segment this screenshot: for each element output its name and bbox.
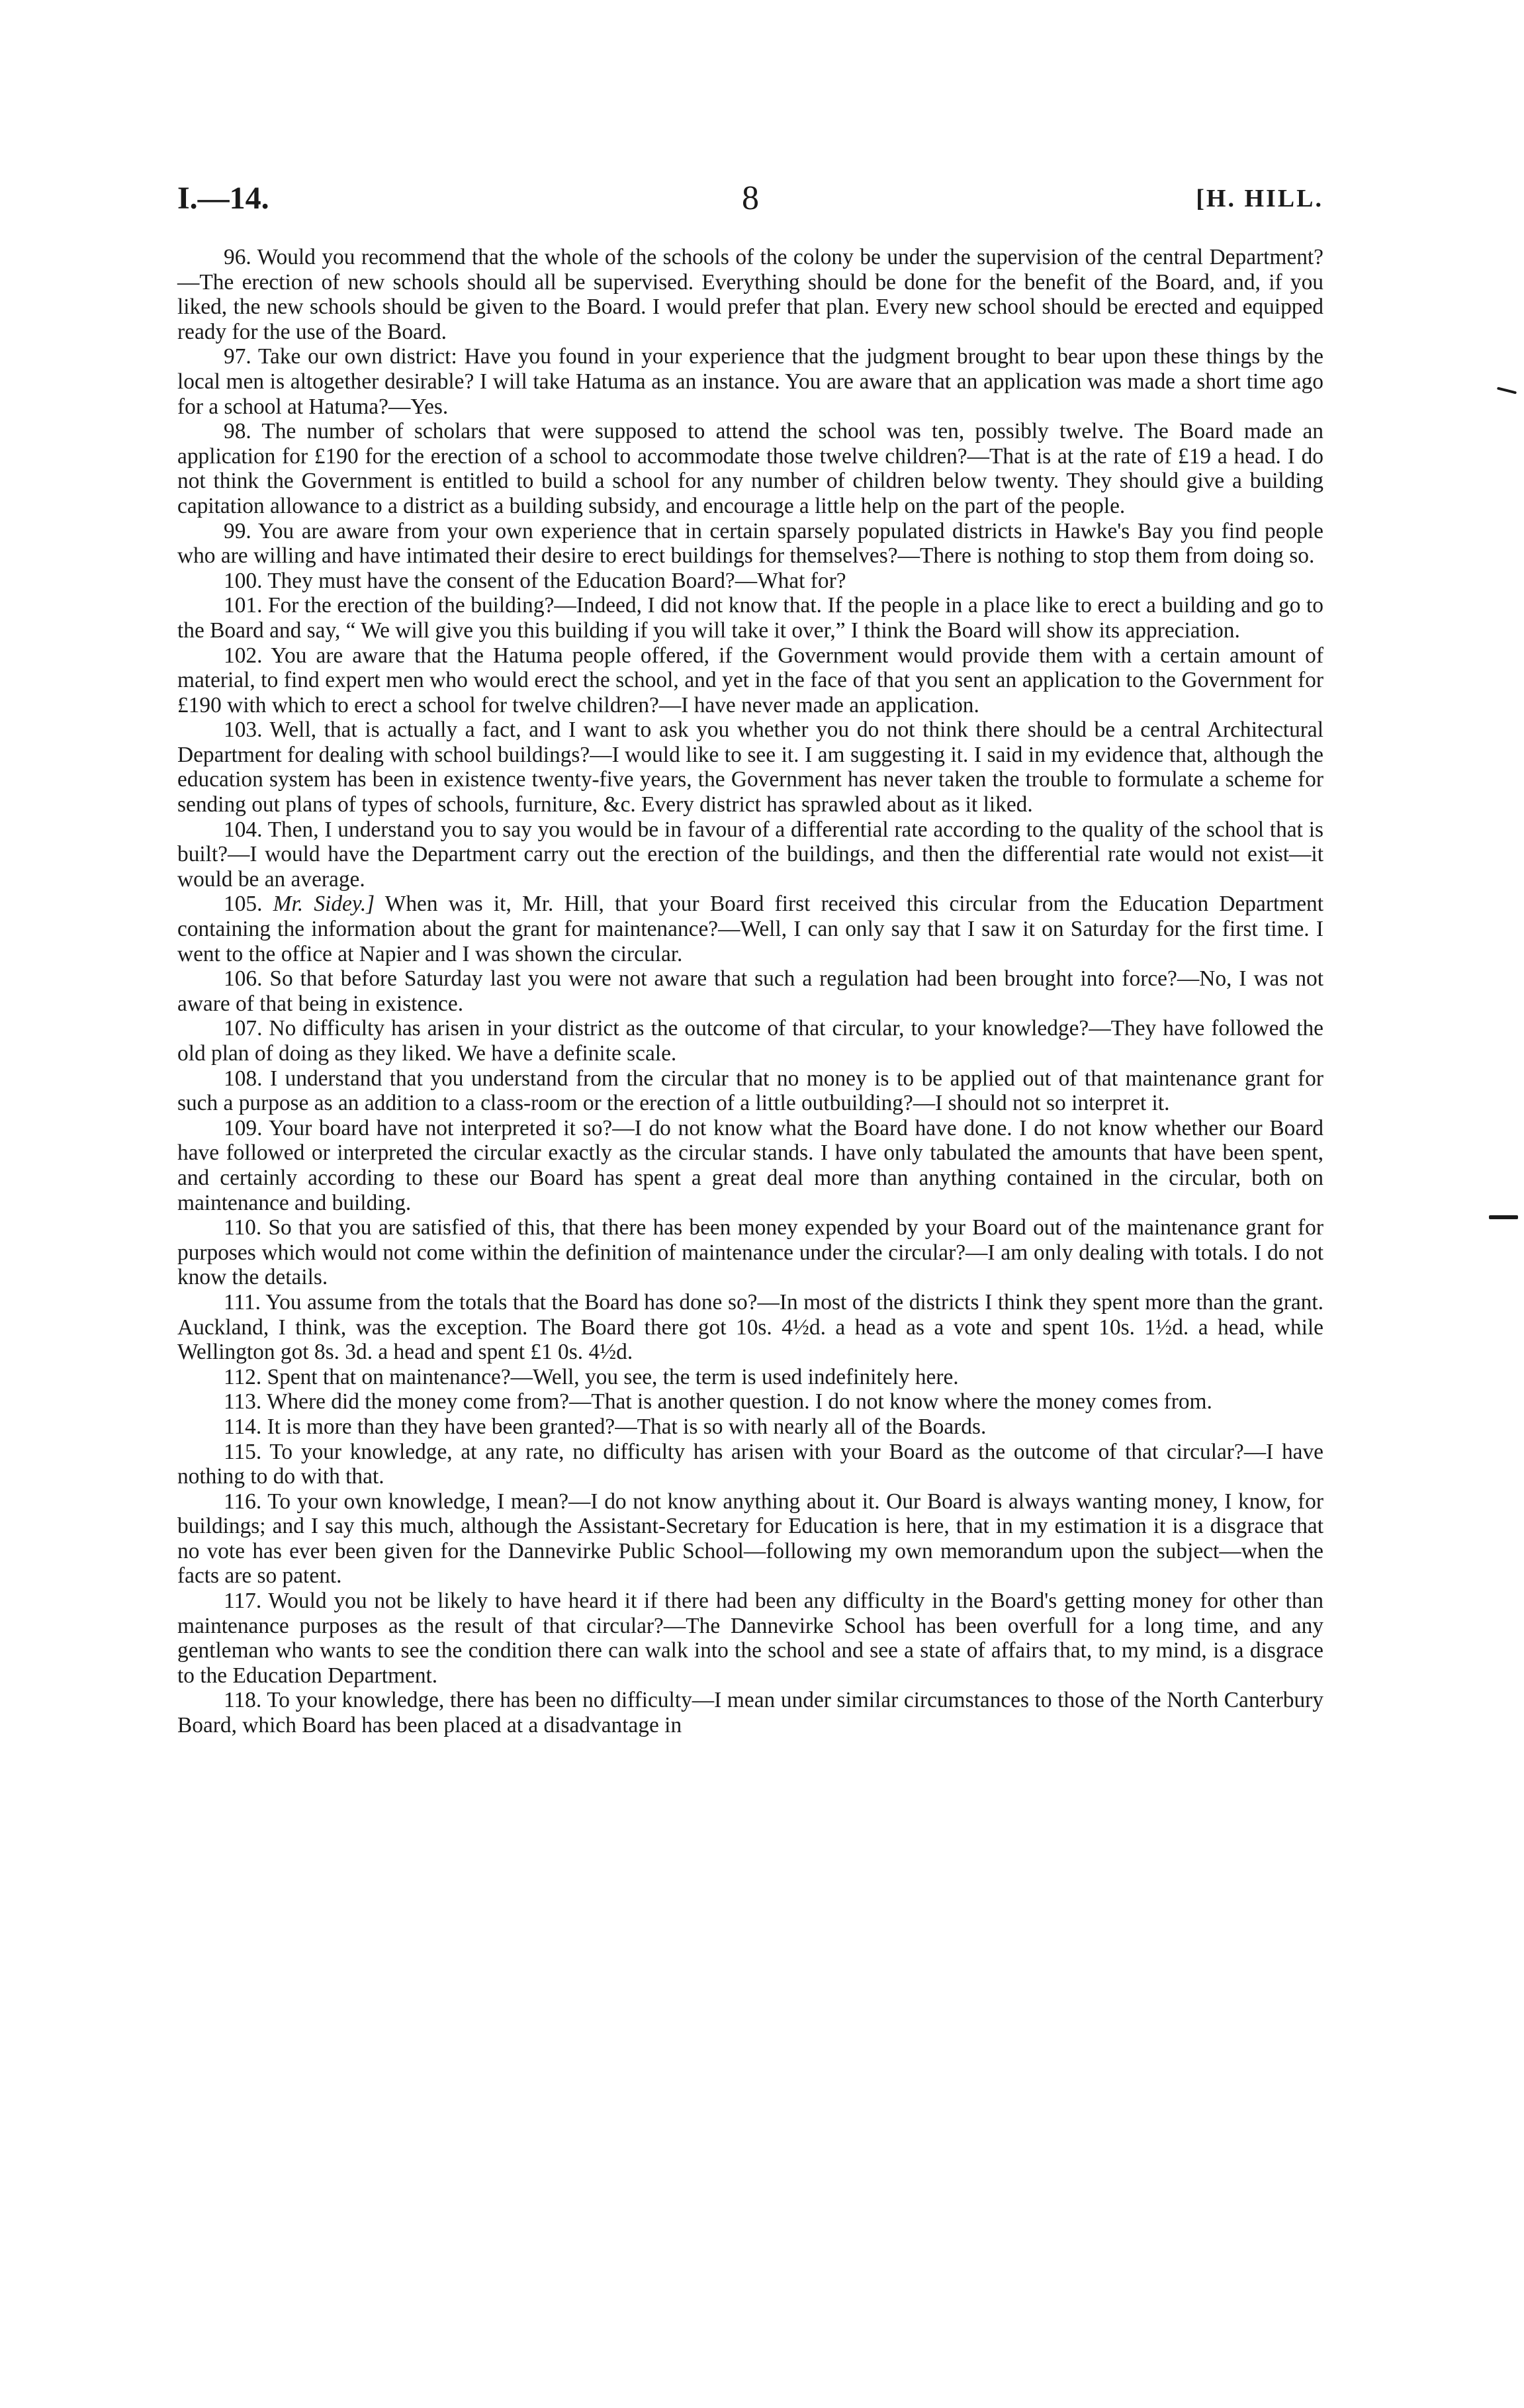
paragraph-number: 110. <box>224 1215 262 1240</box>
page-number: 8 <box>742 179 759 217</box>
paragraph-number: 96. <box>224 245 251 269</box>
paragraph-text: Would you recommend that the whole of the schools of the colony be under the supervision of the central Department?—The erection of new schools should all be supervised. Everything should be done for the benefit of the Board, and, if you liked, the new schools should be given to the Board. I would prefer that plan. Every new school should be erected and equipped ready for the use of the Board. <box>177 245 1323 344</box>
paragraph-104 <box>177 817 1323 892</box>
paragraph-text: Your board have not interpreted it so?—I do not know what the Board have done. I do not know whether our Board have followed or interpreted the circular exactly as the circular stands. I have only tabulated the amounts that have been spent, and certainly according to these our Board has spent a great deal more than anything contained in the circular, both on maintenance and building. <box>177 1115 1324 1215</box>
paragraph-97 <box>177 344 1323 419</box>
paragraph-text: To your knowledge, there has been no difficulty—I mean under similar circumstances to those of the North Canterbury Board, which Board has been placed at a disadvantage in <box>177 1688 1323 1738</box>
paragraph-number: 106. <box>224 966 263 992</box>
paragraph-103 <box>177 718 1323 817</box>
document-body <box>177 245 1323 1738</box>
paragraph-number: 107. <box>224 1016 263 1041</box>
paragraph-text: You are aware that the Hatuma people offered, if the Government would provide them with a certain amount of material, to find expert men who would erect the school, and yet in the face of that you sent an application to the Government for £190 with which to erect a school for twelve children?—I have never made an application. <box>177 643 1324 718</box>
paragraph-text: The number of scholars that were supposed to attend the school was ten, possibly twelve. The Board made an application for £190 for the erection of a school to accommodate those twelve children?—That is at the rate of £19 a head. I do not think the Government is entitled to build a school for any number of children below twenty. They should give a building capitation allowance to a district as a building subsidy, and encourage a little help on the part of the people. <box>177 419 1323 518</box>
paragraph-text: For the erection of the building?—Indeed, I did not know that. If the people in a place like to erect a building and go to the Board and say, “ We will give you this building if you will take it over,” I think the Board will show its appreciation. <box>177 593 1323 643</box>
document-reference: I.—14. <box>177 181 269 216</box>
paragraph-text: So that you are satisfied of this, that there has been money expended by your Board out of the maintenance grant for purposes which would not come within the definition of maintenance under the circular?—I am only dealing with totals. I do not know the details. <box>177 1215 1323 1290</box>
paragraph-102 <box>177 643 1323 718</box>
paragraph-number: 97. <box>224 344 251 369</box>
paragraph-number: 113. <box>224 1389 262 1414</box>
paragraph-110 <box>177 1215 1323 1290</box>
paragraph-text: No difficulty has arisen in your district as the outcome of that circular, to your knowledge?—They have followed the old plan of doing as they liked. We have a definite scale. <box>177 1016 1323 1066</box>
paragraph-text: Spent that on maintenance?—Well, you see, the term is used indefinitely here. <box>267 1364 959 1389</box>
paragraph-118 <box>177 1688 1323 1737</box>
paragraph-number: 117. <box>224 1589 262 1614</box>
paragraph-100 <box>177 569 1323 594</box>
paragraph-text: To your own knowledge, I mean?—I do not know anything about it. Our Board is always wanting money, I know, for buildings; and I say this much, although the Assistant-Secretary for Education is here, that in my estimation it is a disgrace that no vote has ever been given for the Dannevirke Public School—following my own memorandum upon the subject—when the facts are so patent. <box>177 1489 1323 1589</box>
witness-name: [H. HILL. <box>1196 185 1323 212</box>
paragraph-number: 112. <box>224 1364 262 1389</box>
paragraph-number: 103. <box>224 718 263 743</box>
paragraph-number: 115. <box>224 1439 262 1464</box>
paragraph-number: 105. <box>224 892 263 917</box>
paragraph-number: 114. <box>224 1414 262 1439</box>
speaker-name: Mr. Sidey.] <box>273 892 375 917</box>
paragraph-text: Well, that is actually a fact, and I want to ask you whether you do not think there should be a central Architectural Department for dealing with school buildings?—I would like to see it. I am suggesting it. I said in my evidence that, although the education system has been in existence twenty-five years, the Government has never taken the trouble to formulate a scheme for sending out plans of types of schools, furniture, &c. Every district has sprawled about as it liked. <box>177 718 1324 817</box>
page-header <box>177 177 1323 220</box>
paragraph-105 <box>177 892 1323 966</box>
paragraph-112 <box>177 1365 1323 1390</box>
paragraph-101 <box>177 593 1323 643</box>
paragraph-117 <box>177 1589 1323 1688</box>
paragraph-108 <box>177 1066 1323 1116</box>
paragraph-114 <box>177 1414 1323 1440</box>
paragraph-text: Would you not be likely to have heard it if there had been any difficulty in the Board's getting money for other than maintenance purposes as the result of that circular?—The Dannevirke School has been overfull for a long time, and any gentleman who wants to see the condition there can walk into the school and see a state of affairs that, to my mind, is a disgrace to the Education Department. <box>177 1589 1323 1688</box>
paragraph-text: It is more than they have been granted?—That is so with nearly all of the Boards. <box>267 1414 987 1439</box>
paragraph-text: Where did the money come from?—That is another question. I do not know where the money comes from. <box>266 1389 1212 1414</box>
paragraph-number: 98. <box>224 419 251 444</box>
paragraph-96 <box>177 245 1323 344</box>
paragraph-text: They must have the consent of the Education Board?—What for? <box>267 568 846 593</box>
paragraph-text: Then, I understand you to say you would be in favour of a differential rate according to the quality of the school that is built?—I would have the Department carry out the erection of the buildings, and then the differential rate would not exist—it would be an average. <box>177 817 1323 892</box>
paragraph-text: To your knowledge, at any rate, no difficulty has arisen with your Board as the outcome of that circular?—I have nothing to do with that. <box>177 1439 1324 1489</box>
paragraph-number: 102. <box>224 643 263 668</box>
paragraph-109 <box>177 1116 1323 1215</box>
paragraph-98 <box>177 419 1323 518</box>
paragraph-number: 118. <box>224 1688 262 1713</box>
paragraph-text: So that before Saturday last you were not aware that such a regulation had been brought into force?—No, I was not aware of that being in existence. <box>177 966 1323 1016</box>
paragraph-text: I understand that you understand from the circular that no money is to be applied out of that maintenance grant for such a purpose as an addition to a class-room or the erection of a little outbuilding?—I should not so interpret it. <box>177 1066 1323 1116</box>
paragraph-number: 99. <box>224 518 251 543</box>
paragraph-116 <box>177 1489 1323 1589</box>
paragraph-number: 100. <box>224 568 263 593</box>
paragraph-99 <box>177 519 1323 569</box>
paragraph-115 <box>177 1440 1323 1489</box>
paragraph-number: 111. <box>224 1289 261 1315</box>
paragraph-number: 109. <box>224 1115 263 1140</box>
paragraph-number: 104. <box>224 817 263 842</box>
paragraph-number: 116. <box>224 1489 262 1514</box>
paragraph-text: When was it, Mr. Hill, that your Board first received this circular from the Education Department containing the information about the grant for maintenance?—Well, I can only say that I saw it on Saturday for the first time. I went to the office at Napier and I was shown the circular. <box>177 892 1323 966</box>
paragraph-106 <box>177 966 1323 1016</box>
paragraph-111 <box>177 1290 1323 1365</box>
paragraph-number: 101. <box>224 593 263 618</box>
paragraph-107 <box>177 1016 1323 1066</box>
margin-tick-mark <box>1497 387 1517 394</box>
paragraph-text: Take our own district: Have you found in your experience that the judgment brought to bear upon these things by the local men is altogether desirable? I will take Hatuma as an instance. You are aware that an application was made a short time ago for a school at Hatuma?—Yes. <box>177 344 1324 419</box>
margin-tick-mark <box>1489 1215 1518 1219</box>
paragraph-113 <box>177 1389 1323 1414</box>
paragraph-text: You are aware from your own experience that in certain sparsely populated districts in Hawke's Bay you find people who are willing and have intimated their desire to erect buildings for themselves?—There is nothing to stop them from doing so. <box>177 518 1323 569</box>
paragraph-number: 108. <box>224 1066 263 1091</box>
paragraph-text: You assume from the totals that the Board has done so?—In most of the districts I think they spent more than the grant. Auckland, I think, was the exception. The Board there got 10s. 4½d. a head as a vote and spent 10s. 1½d. a head, while Wellington got 8s. 3d. a head and spent £1 0s. 4½d. <box>177 1289 1324 1365</box>
